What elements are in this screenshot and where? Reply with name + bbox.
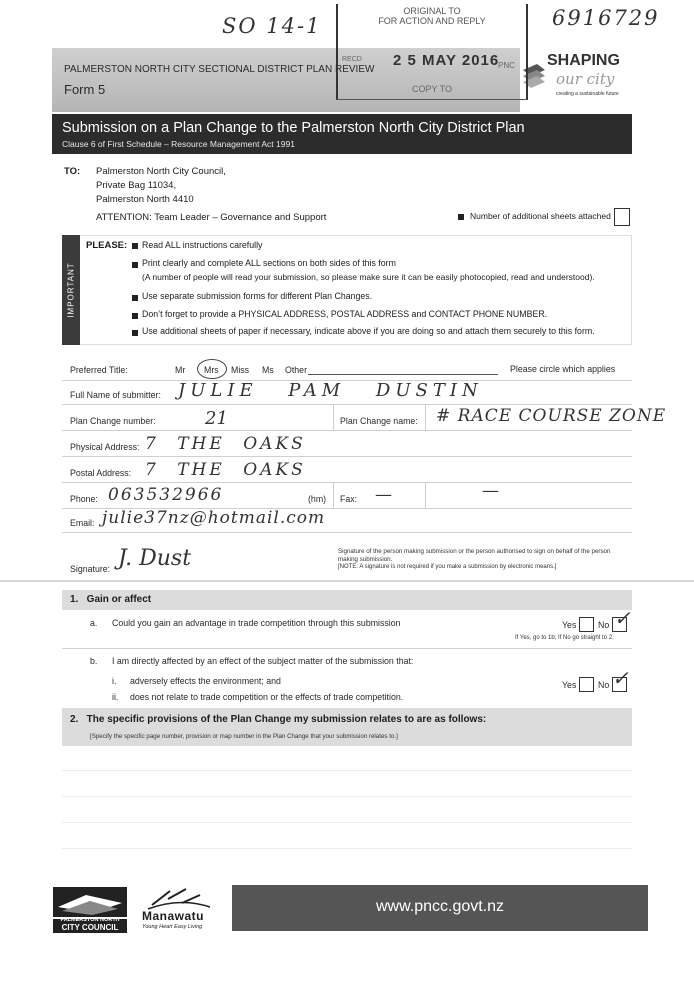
fax-label: Fax: [340,494,358,504]
to-line-1: Palmerston North City Council, [96,166,226,177]
question-a-text: Could you gain an advantage in trade competition through this submission [112,618,401,628]
title-option-ms[interactable]: Ms [262,365,274,375]
question-a-yes-label: Yes [562,620,577,630]
question-b-no-label: No [598,680,610,690]
column-divider [333,482,334,508]
column-divider [425,482,426,508]
to-line-3: Palmerston North 4410 [96,194,194,205]
handwritten-reference-left: SO 14-1 [222,14,322,38]
additional-sheets-box[interactable] [614,208,630,226]
question-a-no-label: No [598,620,610,630]
manawatu-birds-icon [140,885,220,911]
title-option-other[interactable]: Other [285,365,308,375]
phone-label: Phone: [70,494,98,504]
instruction-item: Use additional sheets of paper if necessary, indicate above if you are doing so and attach them securely to this form. [142,326,595,336]
logo-tagline: creating a sustainable future [556,91,619,97]
received-stamp [336,4,528,100]
to-line-2: Private Bag 11034, [96,180,177,191]
instruction-item: Don’t forget to provide a PHYSICAL ADDRESS, POSTAL ADDRESS and CONTACT PHONE NUMBER. [142,309,548,319]
pncc-line1: PALMERSTON NORTH [60,917,120,923]
full-name-field[interactable]: JULIE PAM DUSTIN [178,380,483,401]
please-label: PLEASE: [86,240,128,251]
sheets-bullet-icon [458,214,464,220]
circle-note: Please circle which applies [510,364,616,374]
postal-address-label: Postal Address: [70,468,132,478]
physical-address-label: Physical Address: [70,442,140,452]
row-divider [62,430,632,431]
question-b-ii-text: does not relate to trade competition or the effects of trade competition. [130,692,404,702]
question-b-text: I am directly affected by an effect of the subject matter of the submission that: [112,656,414,666]
stamp-recd: RECD [342,56,362,63]
fax-field-extra[interactable]: — [482,481,499,501]
writing-line[interactable] [62,848,632,849]
stamp-date: 2 5 MAY 2016 [393,52,500,69]
fold-line [0,580,694,582]
bullet-icon [132,243,138,249]
plan-change-name-label: Plan Change name: [340,416,418,426]
writing-line[interactable] [62,822,632,823]
question-b-yes-label: Yes [562,680,577,690]
attention-line: ATTENTION: Team Leader – Governance and Support [96,212,327,223]
stamp-line1: ORIGINAL TO [403,6,461,16]
email-field[interactable]: julie37nz@hotmail.com [102,508,326,528]
signature-field[interactable]: J. Dust [118,546,192,571]
stamp-line2: FOR ACTION AND REPLY [378,16,486,26]
instruction-item: Print clearly and complete ALL sections on both sides of this form [142,258,396,268]
other-title-line[interactable] [308,374,498,375]
instruction-item: Use separate submission forms for different Plan Changes. [142,291,373,301]
logo-our-city-text: our city [556,70,615,88]
full-name-label: Full Name of submitter: [70,390,161,400]
to-label: TO: [64,166,81,177]
bullet-icon [132,330,138,336]
phone-field[interactable]: 063532966 [108,485,224,505]
manawatu-text: Manawatu [142,909,205,923]
signature-label: Signature: [70,564,111,574]
important-label: IMPORTANT [66,262,76,318]
instruction-item: (A number of people will read your submission, so please make sure it can be easily photocopied, read and understood). [142,272,595,282]
instruction-item: Read ALL instructions carefully [142,240,263,250]
plan-change-name-field[interactable]: # RACE COURSE ZONE [436,406,667,426]
physical-address-field[interactable]: 7 THE OAKS [145,434,306,454]
manawatu-logo [140,885,220,933]
form-subtitle: Clause 6 of First Schedule – Resource Management Act 1991 [62,139,295,149]
section2-note: [Specify the specific page number, provision or map number in the Plan Change that your submission relates to.] [90,733,398,740]
question-a-letter: a. [90,618,98,628]
column-divider [425,404,426,430]
writing-line[interactable] [62,796,632,797]
signature-note-2: [NOTE: A signature is not required if you make a submission by electronic means.] [338,564,557,570]
handwritten-reference-right: 6916729 [552,6,660,30]
section1-heading: 1. Gain or affect [70,594,152,605]
email-label: Email: [70,518,95,528]
title-option-mrs[interactable]: Mrs [204,365,219,375]
postal-address-field[interactable]: 7 THE OAKS [145,460,306,480]
selected-title-circle [197,359,227,379]
manawatu-tagline: Young Heart Easy Living [142,924,203,930]
form-number: Form 5 [64,82,106,97]
question-a-tick-icon: ✓ [614,606,631,630]
row-divider [62,404,632,405]
question-a-note: If Yes, go to 1b; If No go straight to 2. [515,635,614,641]
stamp-pnc: PNC [498,61,515,70]
bullet-icon [132,313,138,319]
fax-field[interactable]: — [375,485,392,505]
question-b-letter: b. [90,656,98,666]
phone-suffix: (hm) [308,494,327,504]
section2-heading: 2. The specific provisions of the Plan Change my submission relates to are as follows: [70,714,487,725]
additional-sheets-label: Number of additional sheets attached [470,211,611,221]
stamp-copy: COPY TO [411,84,453,94]
preferred-title-label: Preferred Title: [70,365,128,375]
question-b-yes-checkbox[interactable] [579,677,594,692]
question-b-tick-icon: ✓ [612,666,629,690]
pncc-line2: CITY COUNCIL [61,923,119,932]
question-b-i-text: adversely effects the environment; and [130,676,281,686]
bullet-icon [132,262,138,268]
row-divider [62,456,632,457]
footer-website-link[interactable]: www.pncc.govt.nz [375,898,505,915]
writing-line[interactable] [62,770,632,771]
question-a-yes-checkbox[interactable] [579,617,594,632]
question-b-ii-numeral: ii. [112,692,119,702]
plan-change-number-field[interactable]: 21 [205,408,228,429]
question-b-i-numeral: i. [112,676,117,686]
plan-change-number-label: Plan Change number: [70,416,156,426]
title-option-mr[interactable]: Mr [175,365,186,375]
title-option-miss[interactable]: Miss [231,365,250,375]
bullet-icon [132,295,138,301]
row-divider [62,482,632,483]
logo-shaping-text: SHAPING [547,52,620,69]
signature-note: Signature of the person making submission or the person authorised to sign on behalf of the person making submission. [338,548,611,563]
row-divider [62,532,632,533]
pncc-logo [52,885,128,933]
row-divider [62,648,632,649]
district-title: PALMERSTON NORTH CITY SECTIONAL DISTRICT PLAN REVIEW [64,64,375,75]
column-divider [333,404,334,430]
form-title: Submission on a Plan Change to the Palmerston North City District Plan [62,120,525,136]
